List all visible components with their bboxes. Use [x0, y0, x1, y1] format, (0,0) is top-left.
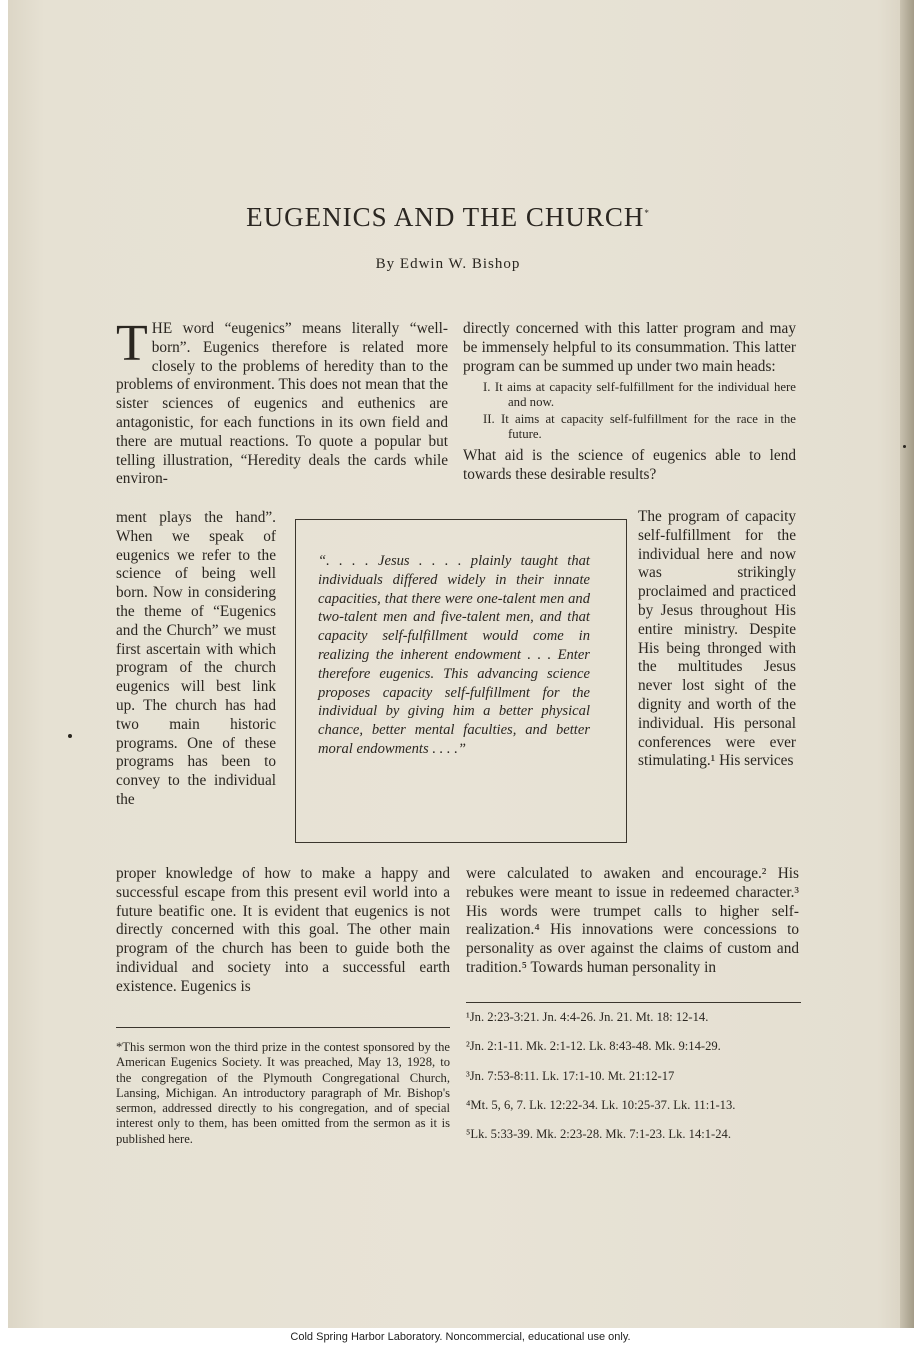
scanned-page: [8, 0, 914, 1328]
archive-credit-line: Cold Spring Harbor Laboratory. Noncommercial, educational use only.: [290, 1331, 631, 1343]
right-column-narrow: The program of capacity self-fulfillment for the individual here and now was strikingly proclaimed and practiced by Jesus throughout His entire ministry. Despite His being thronged with the multitudes Jesus never lost sight of the dignity and worth of the individual. His personal conferences were ever stimulating.¹ His services: [638, 508, 796, 770]
left-column-bottom: proper knowledge of how to make a happy and successful escape from this present evil world into a future beatific one. It is evident that eugenics is not directly concerned with this goal. The other main program of the church has been to guide both the individual and society into a successful earth existence. Eugenics is: [116, 865, 450, 995]
reference-item: ²Jn. 2:1-11. Mk. 2:1-12. Lk. 8:43-48. Mk. 9:14-29.: [466, 1039, 721, 1054]
left-column-narrow: ment plays the hand”. When we speak of eugenics we refer to the science of being well born. Now in considering the theme of “Eugenics and the Church” we must first ascertain with which program of the church eugenics will best link up. The church has had two main historic programs. One of these programs has been to convey to the individual the: [116, 509, 276, 808]
scripture-references: [466, 1010, 799, 1156]
main-heads-list: [463, 380, 796, 441]
right-column-bottom: were calculated to awaken and encourage.² His rebukes were meant to issue in redeemed character.³ His words were trumpet calls to higher self-realization.⁴ His innovations were concessions to personality as over against the claims of custom and tradition.⁵ Towards human personality in: [466, 865, 799, 976]
main-head-item: I. It aims at capacity self-fulfillment for the individual here and now.: [483, 380, 796, 409]
reference-item: ³Jn. 7:53-8:11. Lk. 17:1-10. Mt. 21:12-17: [466, 1068, 675, 1083]
reference-item: ⁴Mt. 5, 6, 7. Lk. 12:22-34. Lk. 10:25-37. Lk. 11:1-13.: [466, 1097, 736, 1112]
page-speck: [68, 734, 72, 738]
sermon-footnote: *This sermon won the third prize in the contest sponsored by the American Eugenics Society. It was preached, May 13, 1928, to the congregation of the Plymouth Congregational Church, Lansing, Michigan. An introductory paragraph of Mr. Bishop's sermon, addressed directly to his congregation, and of special interest only to them, has been omitted from the sermon as it is published here.: [116, 1040, 450, 1146]
right-column-top: [463, 320, 796, 485]
left-column-top: [116, 315, 448, 489]
article-title: [8, 202, 888, 233]
page-speck: [903, 445, 906, 448]
reference-item: ⁵Lk. 5:33-39. Mk. 2:23-28. Mk. 7:1-23. Lk. 14:1-24.: [466, 1127, 731, 1142]
main-head-item: II. It aims at capacity self-fulfillment for the race in the future.: [483, 412, 796, 441]
pullquote-text: “. . . . Jesus . . . . plainly taught that individuals differed widely in their innate capacities, that there were one-talent men and two-talent men and five-talent men, and that capacity self-fulfillment would come in realizing the inherent endowment . . . Enter therefore eugenics. This advancing science proposes capacity self-fulfillment for the individual by giving him a better physical chance, better mental faculties, and better moral endowments . . . .”: [318, 553, 590, 757]
paragraph-program: directly concerned with this latter program and may be immensely helpful to its consummation. This latter program can be summed up under two main heads:: [463, 320, 796, 375]
paragraph-question: What aid is the science of eugenics able to lend towards these desirable results?: [463, 447, 796, 484]
references-divider: [466, 1002, 801, 1003]
title-footnote-mark: *: [644, 208, 650, 218]
pullquote-box: [295, 519, 627, 843]
reference-item: ¹Jn. 2:23-3:21. Jn. 4:4-26. Jn. 21. Mt. 18: 12-14.: [466, 1010, 709, 1024]
page-spine-edge: [900, 0, 914, 1328]
paragraph-intro: HE word “eugenics” means literally “well-born”. Eugenics therefore is related more closely to the problems of heredity than to the problems of environment. This does not mean that the sister sciences of eugenics and euthenics are antagonistic, for each functions in its own field and there are mutual reactions. To quote a popular but telling illustration, “Heredity deals the cards while environ-: [116, 320, 448, 488]
footnote-divider: [116, 1027, 450, 1028]
byline: By Edwin W. Bishop: [375, 256, 521, 272]
drop-cap: T: [116, 315, 148, 372]
title-text: EUGENICS AND THE CHURCH: [246, 202, 645, 232]
